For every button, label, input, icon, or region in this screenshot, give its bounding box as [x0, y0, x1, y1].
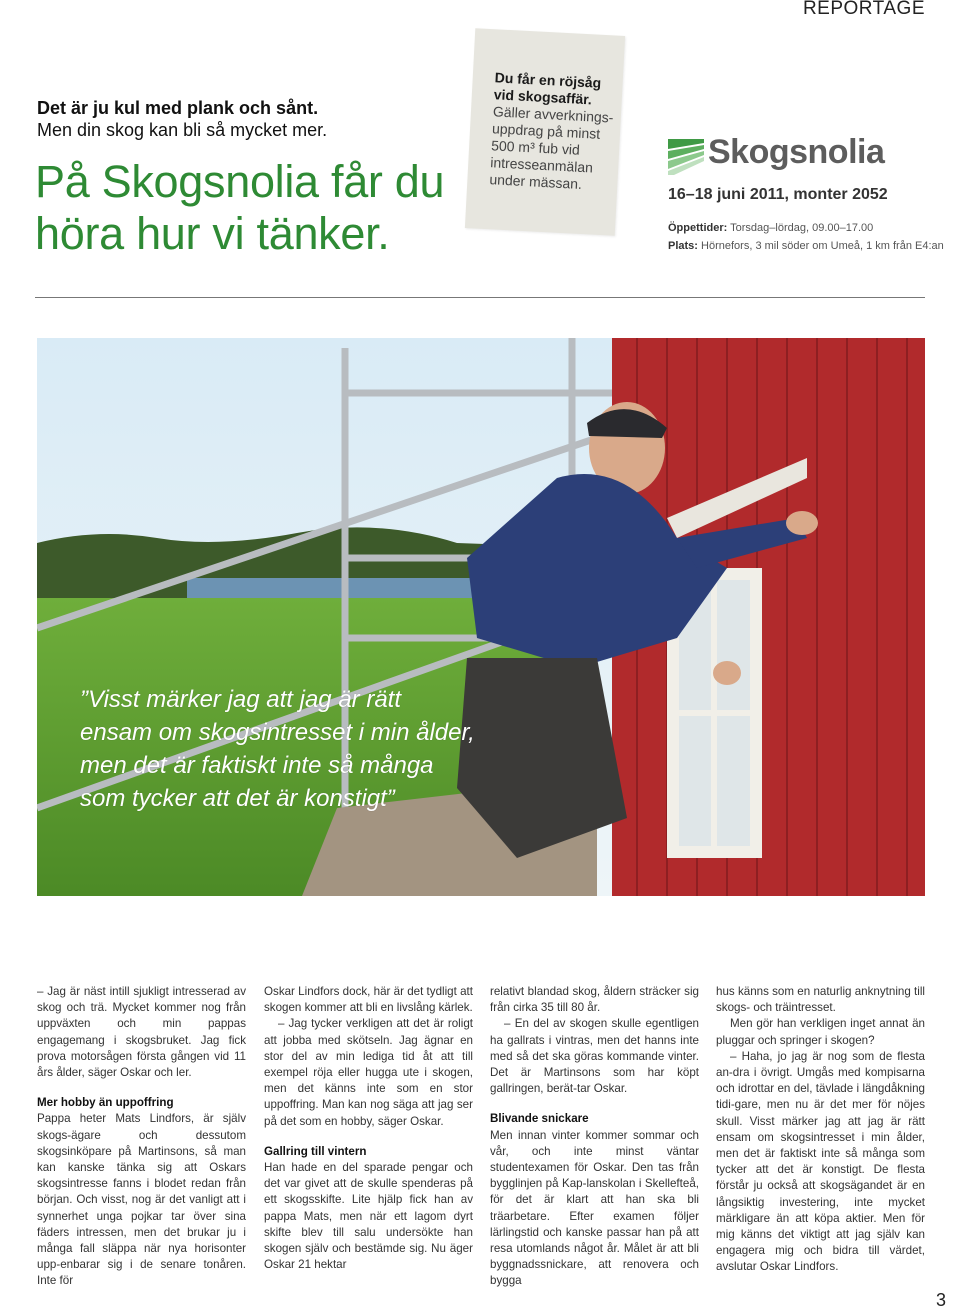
promo-note-line: uppdrag på minst: [491, 120, 601, 142]
logo-wordmark: Skogsnolia: [708, 133, 885, 171]
event-hours: [668, 222, 873, 234]
pull-quote-line: ensam om skogsintresset i min ålder,: [80, 719, 475, 746]
article-paragraph: Oskar Lindfors dock, här är det tydligt att skogen kommer att bli en livslång kärlek.: [264, 985, 473, 1015]
article-paragraph: Han hade en del sparade pengar och det var givet att de skulle spenderas på ett skogsskifte. Lite hjälp fick han av pappa Mats, men när ett lagom dyrt skifte blev till salu undersökte han skogen själv och bestämde sig. Nu äger Oskar 21 hektar: [264, 1161, 473, 1272]
article-paragraph: – Jag tycker verkligen att det är roligt att jobba med skötseln. Jag ägnar en stor del av min lediga tid åt att till exempel röja eller hugga ute i skogen, men det känns inte som en stor uppoffring. Man kan nog säga att jag ser på det som en hobby, säger Oskar.: [264, 1017, 473, 1128]
pull-quote: [80, 683, 520, 815]
ad-headline-line: höra hur vi tänker.: [35, 208, 390, 259]
article-paragraph: Men gör han verkligen inget annat än pluggar och springer i skogen?: [716, 1017, 925, 1047]
promo-note-line: under mässan.: [489, 171, 583, 192]
event-place: [668, 240, 944, 252]
article-column-4: [716, 984, 925, 1276]
article-subheading: Mer hobby än uppoffring: [37, 1096, 174, 1110]
event-date: 16–18 juni 2011, monter 2052: [668, 186, 888, 203]
article-paragraph: Pappa heter Mats Lindfors, är själv skogs-ägare och dessutom skogsinköpare på Martinsons, så man kan kanske tänka sig att Oskars skogsintresse fanns i blodet redan från början. Och visst, nog är det vanligt att i synnerhet unga pojkar tar över sina fäders intressen, men det brukar ju i många fall släppa när nya horisonter upp-enbarar sig i de senare tonåren. Inte för: [37, 1112, 246, 1288]
promo-note-bold: vid skogsaffär.: [493, 86, 593, 108]
event-place-value: Hörnefors, 3 mil söder om Umeå, 1 km från E4:an: [701, 240, 944, 252]
ad-tagline: [37, 97, 327, 141]
pull-quote-line: som tycker att det är konstigt”: [80, 785, 395, 812]
event-hours-label: Öppettider:: [668, 222, 728, 234]
promo-note: [465, 28, 625, 236]
ad-tagline-normal: Men din skog kan bli så mycket mer.: [37, 120, 328, 140]
ad-headline-line: På Skogsnolia får du: [35, 156, 445, 207]
ad-tagline-bold: Det är ju kul med plank och sånt.: [37, 98, 319, 118]
article-paragraph: – Haha, jo jag är nog som de flesta an-dra i övrigt. Umgås med kompisarna och idrottar en del, tävlade i längdåkning tidi-gare, men nu är det mer för nöjes skull. Visst märker jag att jag är rätt ensam om skogsintresset i min ålder, men det är faktiskt inte så många som tycker att det är konstigt. De flesta förstår ju också att skogsägandet är en långsiktig investering, inte mycket märkligare än att köpa aktier. Men för mig känns det viktigt att jag själv kan engagera mig och bidra till värdet, avslutar Oskar Lindfors.: [716, 1049, 925, 1274]
section-label: REPORTAGE: [802, 0, 925, 19]
logo-swoosh-icon: [668, 135, 706, 175]
article-paragraph: hus känns som en naturlig anknytning till skogs- och träintresset.: [716, 985, 925, 1015]
skogsnolia-logo: [668, 133, 928, 177]
article-column-3: [490, 984, 699, 1290]
pull-quote-line: ”Visst märker jag att jag är rätt: [80, 686, 401, 713]
pull-quote-line: men det är faktiskt inte så många: [80, 752, 434, 779]
article-paragraph: – En del av skogen skulle egentligen ha gallrats i vintras, men det hanns inte med så det ska göras kommande vinter. Det är Martinsons som har köpt gallringen, berät-tar Oskar.: [490, 1017, 699, 1096]
article-paragraph: relativt blandad skog, åldern sträcker sig från cirka 35 till 80 år.: [490, 985, 699, 1015]
event-place-label: Plats:: [668, 240, 698, 252]
page-number: 3: [935, 1290, 946, 1310]
promo-note-line: Gäller avverknings-: [492, 103, 614, 126]
article-column-1: [37, 984, 246, 1290]
event-hours-value: Torsdag–lördag, 09.00–17.00: [730, 222, 874, 234]
article-subheading: Blivande snickare: [490, 1112, 589, 1126]
divider: [35, 297, 925, 298]
article-paragraph: – Jag är näst intill sjukligt intresserad av skog och trä. Mycket kommer nog från uppväxten och min pappas engagemang i skogsbruket. Jag fick prova motorsågen första gången vid 11 års ålder, säger Oskar och ler.: [37, 985, 246, 1080]
ad-headline: [35, 156, 465, 260]
promo-note-bold: Du får en röjsåg: [494, 69, 602, 91]
article-column-2: [264, 984, 473, 1273]
article-subheading: Gallring till vintern: [264, 1144, 367, 1158]
promo-note-line: intresseanmälan: [489, 154, 594, 176]
article-paragraph: Men innan vinter kommer sommar och vår, och inte minst väntar studentexamen för Oskar. Den tas från bygglinjen på Kap-lanskolan i Skellefteå, för det är klart att han ska bli träarbetare. Efter examen följer lärlingstid och kanske passar han på att resa utomlands något år. Målet är att bli byggnadssnickare, att renovera och bygga: [490, 1128, 699, 1288]
promo-note-line: 500 m³ fub vid: [490, 137, 581, 158]
